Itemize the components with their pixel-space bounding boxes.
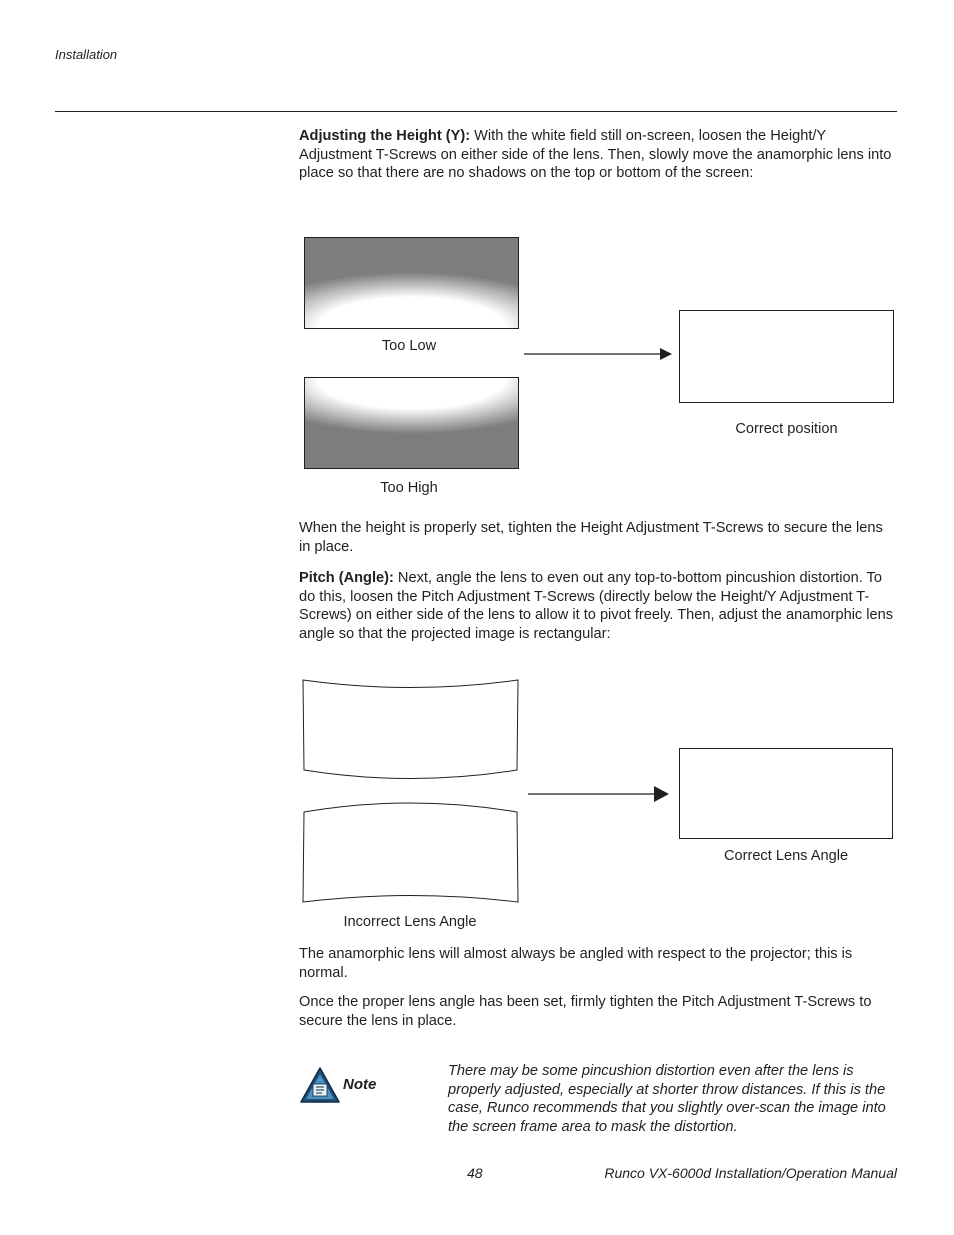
header-rule xyxy=(55,111,897,112)
pitch-wide-bottom-figure xyxy=(300,677,522,783)
pitch-after-paragraph-2: Once the proper lens angle has been set, firmly tighten the Pitch Adjustment T-Screws to secure the lens in place. xyxy=(299,994,872,1029)
pitch-arrow xyxy=(526,785,672,803)
incorrect-angle-caption: Incorrect Lens Angle xyxy=(343,914,477,930)
pitch-paragraph xyxy=(299,569,897,643)
too-low-caption: Too Low xyxy=(381,338,437,354)
manual-title: Runco VX-6000d Installation/Operation Manual xyxy=(604,1165,897,1181)
height-paragraph xyxy=(299,127,897,183)
pitch-lead: Pitch (Angle): xyxy=(299,570,394,586)
pitch-after-paragraph-1: The anamorphic lens will almost always be angled with respect to the projector; this is normal. xyxy=(299,946,853,981)
height-text: With the white field still on-screen, loosen the Height/Y Adjustment T-Screws on either side of the lens. Then, slowly move the anamorphic lens into place so that there are no shadows on the top or bottom of the screen: xyxy=(299,128,892,182)
pitch-wide-top-figure xyxy=(300,800,522,906)
correct-angle-caption: Correct Lens Angle xyxy=(723,848,849,864)
correct-position-caption: Correct position xyxy=(735,421,838,437)
correct-angle-figure xyxy=(679,748,893,839)
running-header: Installation xyxy=(55,47,118,62)
page-number: 48 xyxy=(467,1165,483,1181)
note-label: Note xyxy=(343,1076,377,1093)
height-arrow xyxy=(522,346,674,362)
too-high-caption: Too High xyxy=(380,480,438,496)
too-low-figure xyxy=(304,237,519,329)
height-lead: Adjusting the Height (Y): xyxy=(299,128,471,144)
correct-position-figure xyxy=(679,310,894,403)
note-warning-icon xyxy=(299,1066,341,1104)
too-high-figure xyxy=(304,377,519,469)
height-after-paragraph: When the height is properly set, tighten the Height Adjustment T-Screws to secure the lens in place. xyxy=(299,520,883,555)
pitch-text: Next, angle the lens to even out any top-to-bottom pincushion distortion. To do this, loosen the Pitch Adjustment T-Screws (directly below the Height/Y Adjustment T-Screws) on either side of the lens to allow it to pivot freely. Then, adjust the anamorphic lens angle so that the projected image is rectangular: xyxy=(299,570,894,642)
note-text: There may be some pincushion distortion even after the lens is properly adjusted, especially at shorter throw distances. If this is the case, Runco recommends that you slightly over-scan the image into the screen frame area to mask the distortion. xyxy=(448,1063,886,1135)
